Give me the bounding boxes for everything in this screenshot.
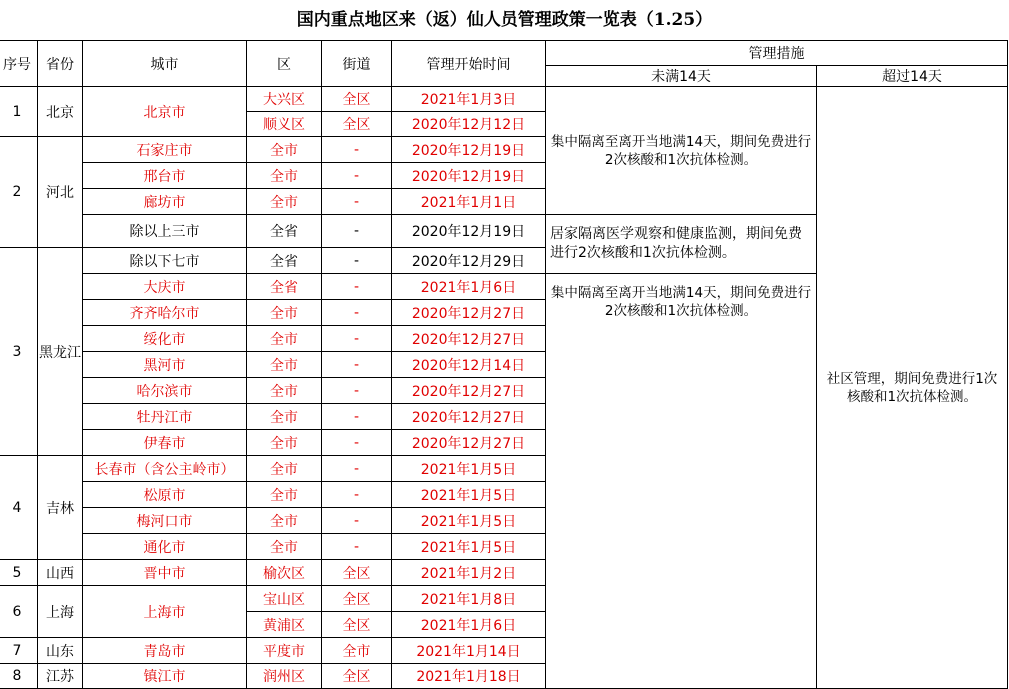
start-time-cell: 2021年1月6日 xyxy=(392,612,546,638)
row-seq: 3 xyxy=(0,248,38,456)
district-cell: 全市 xyxy=(247,534,322,560)
district-cell: 平度市 xyxy=(247,638,322,664)
city-cell: 通化市 xyxy=(83,534,247,560)
city-cell: 齐齐哈尔市 xyxy=(83,300,247,326)
district-cell: 全市 xyxy=(247,456,322,482)
city-cell: 除以下七市 xyxy=(83,248,247,274)
street-cell: 全区 xyxy=(322,560,392,586)
province-name: 河北 xyxy=(38,137,83,248)
row-seq: 2 xyxy=(0,137,38,248)
city-cell: 廊坊市 xyxy=(83,189,247,215)
street-cell: 全区 xyxy=(322,586,392,612)
city-cell: 北京市 xyxy=(83,87,247,137)
province-name: 上海 xyxy=(38,586,83,638)
street-cell: - xyxy=(322,189,392,215)
province-name: 山东 xyxy=(38,638,83,664)
street-cell: 全区 xyxy=(322,112,392,137)
street-cell: - xyxy=(322,482,392,508)
city-cell: 松原市 xyxy=(83,482,247,508)
district-cell: 全省 xyxy=(247,248,322,274)
start-time-cell: 2020年12月12日 xyxy=(392,112,546,137)
street-cell: - xyxy=(322,215,392,248)
district-cell: 全市 xyxy=(247,300,322,326)
row-seq: 8 xyxy=(0,664,38,689)
city-cell: 青岛市 xyxy=(83,638,247,664)
start-time-cell: 2021年1月2日 xyxy=(392,560,546,586)
start-time-cell: 2021年1月5日 xyxy=(392,482,546,508)
street-cell: - xyxy=(322,326,392,352)
header-province: 省份 xyxy=(38,41,83,87)
start-time-cell: 2020年12月27日 xyxy=(392,430,546,456)
street-cell: - xyxy=(322,274,392,300)
street-cell: 全区 xyxy=(322,664,392,689)
row-seq: 1 xyxy=(0,87,38,137)
district-cell: 宝山区 xyxy=(247,586,322,612)
city-cell: 镇江市 xyxy=(83,664,247,689)
district-cell: 全市 xyxy=(247,404,322,430)
start-time-cell: 2020年12月27日 xyxy=(392,404,546,430)
header-under-14: 未满14天 xyxy=(546,66,817,87)
start-time-cell: 2021年1月8日 xyxy=(392,586,546,612)
district-cell: 全市 xyxy=(247,326,322,352)
measure-under-14: 集中隔离至离开当地满14天，期间免费进行2次核酸和1次抗体检测。 xyxy=(546,87,817,215)
start-time-cell: 2020年12月19日 xyxy=(392,137,546,163)
street-cell: - xyxy=(322,534,392,560)
city-cell: 大庆市 xyxy=(83,274,247,300)
district-cell: 全市 xyxy=(247,508,322,534)
city-cell: 伊春市 xyxy=(83,430,247,456)
start-time-cell: 2020年12月27日 xyxy=(392,300,546,326)
street-cell: - xyxy=(322,508,392,534)
table-row xyxy=(0,87,1008,112)
header-district: 区 xyxy=(247,41,322,87)
row-seq: 7 xyxy=(0,638,38,664)
city-cell: 黑河市 xyxy=(83,352,247,378)
start-time-cell: 2020年12月27日 xyxy=(392,326,546,352)
district-cell: 全市 xyxy=(247,482,322,508)
district-cell: 全市 xyxy=(247,163,322,189)
header-street: 街道 xyxy=(322,41,392,87)
street-cell: 全区 xyxy=(322,612,392,638)
city-cell: 哈尔滨市 xyxy=(83,378,247,404)
header-start-time: 管理开始时间 xyxy=(392,41,546,87)
header-city: 城市 xyxy=(83,41,247,87)
city-cell: 晋中市 xyxy=(83,560,247,586)
start-time-cell: 2020年12月19日 xyxy=(392,215,546,248)
province-name: 吉林 xyxy=(38,456,83,560)
province-name: 黑龙江 xyxy=(38,248,83,456)
start-time-cell: 2021年1月1日 xyxy=(392,189,546,215)
start-time-cell: 2021年1月14日 xyxy=(392,638,546,664)
district-cell: 润州区 xyxy=(247,664,322,689)
street-cell: - xyxy=(322,404,392,430)
row-seq: 4 xyxy=(0,456,38,560)
city-cell: 长春市（含公主岭市） xyxy=(83,456,247,482)
city-cell: 除以上三市 xyxy=(83,215,247,248)
header-measures: 管理措施 xyxy=(546,41,1008,66)
header-seq: 序号 xyxy=(0,41,38,87)
district-cell: 全市 xyxy=(247,352,322,378)
district-cell: 全市 xyxy=(247,137,322,163)
row-seq: 5 xyxy=(0,560,38,586)
measure-over-14: 社区管理，期间免费进行1次核酸和1次抗体检测。 xyxy=(817,87,1008,689)
street-cell: 全区 xyxy=(322,87,392,112)
start-time-cell: 2020年12月19日 xyxy=(392,163,546,189)
policy-table xyxy=(0,40,1008,689)
province-name: 江苏 xyxy=(38,664,83,689)
province-name: 山西 xyxy=(38,560,83,586)
city-cell: 绥化市 xyxy=(83,326,247,352)
city-cell: 梅河口市 xyxy=(83,508,247,534)
street-cell: - xyxy=(322,137,392,163)
district-cell: 大兴区 xyxy=(247,87,322,112)
district-cell: 全市 xyxy=(247,378,322,404)
start-time-cell: 2021年1月5日 xyxy=(392,534,546,560)
street-cell: - xyxy=(322,430,392,456)
start-time-cell: 2021年1月6日 xyxy=(392,274,546,300)
street-cell: - xyxy=(322,300,392,326)
province-name: 北京 xyxy=(38,87,83,137)
district-cell: 全省 xyxy=(247,274,322,300)
street-cell: - xyxy=(322,248,392,274)
street-cell: 全市 xyxy=(322,638,392,664)
district-cell: 全市 xyxy=(247,430,322,456)
measure-under-14: 居家隔离医学观察和健康监测，期间免费进行2次核酸和1次抗体检测。 xyxy=(546,215,817,274)
street-cell: - xyxy=(322,352,392,378)
start-time-cell: 2020年12月14日 xyxy=(392,352,546,378)
header-over-14: 超过14天 xyxy=(817,66,1008,87)
start-time-cell: 2021年1月3日 xyxy=(392,87,546,112)
page-title: 国内重点地区来（返）仙人员管理政策一览表（1.25） xyxy=(296,10,713,30)
district-cell: 全省 xyxy=(247,215,322,248)
district-cell: 榆次区 xyxy=(247,560,322,586)
start-time-cell: 2020年12月27日 xyxy=(392,378,546,404)
start-time-cell: 2020年12月29日 xyxy=(392,248,546,274)
start-time-cell: 2021年1月5日 xyxy=(392,456,546,482)
district-cell: 顺义区 xyxy=(247,112,322,137)
start-time-cell: 2021年1月5日 xyxy=(392,508,546,534)
start-time-cell: 2021年1月18日 xyxy=(392,664,546,689)
city-cell: 邢台市 xyxy=(83,163,247,189)
street-cell: - xyxy=(322,378,392,404)
district-cell: 黄浦区 xyxy=(247,612,322,638)
district-cell: 全市 xyxy=(247,189,322,215)
street-cell: - xyxy=(322,163,392,189)
street-cell: - xyxy=(322,456,392,482)
row-seq: 6 xyxy=(0,586,38,638)
measure-under-14: 集中隔离至离开当地满14天，期间免费进行2次核酸和1次抗体检测。 xyxy=(546,274,817,689)
city-cell: 石家庄市 xyxy=(83,137,247,163)
city-cell: 牡丹江市 xyxy=(83,404,247,430)
city-cell: 上海市 xyxy=(83,586,247,638)
